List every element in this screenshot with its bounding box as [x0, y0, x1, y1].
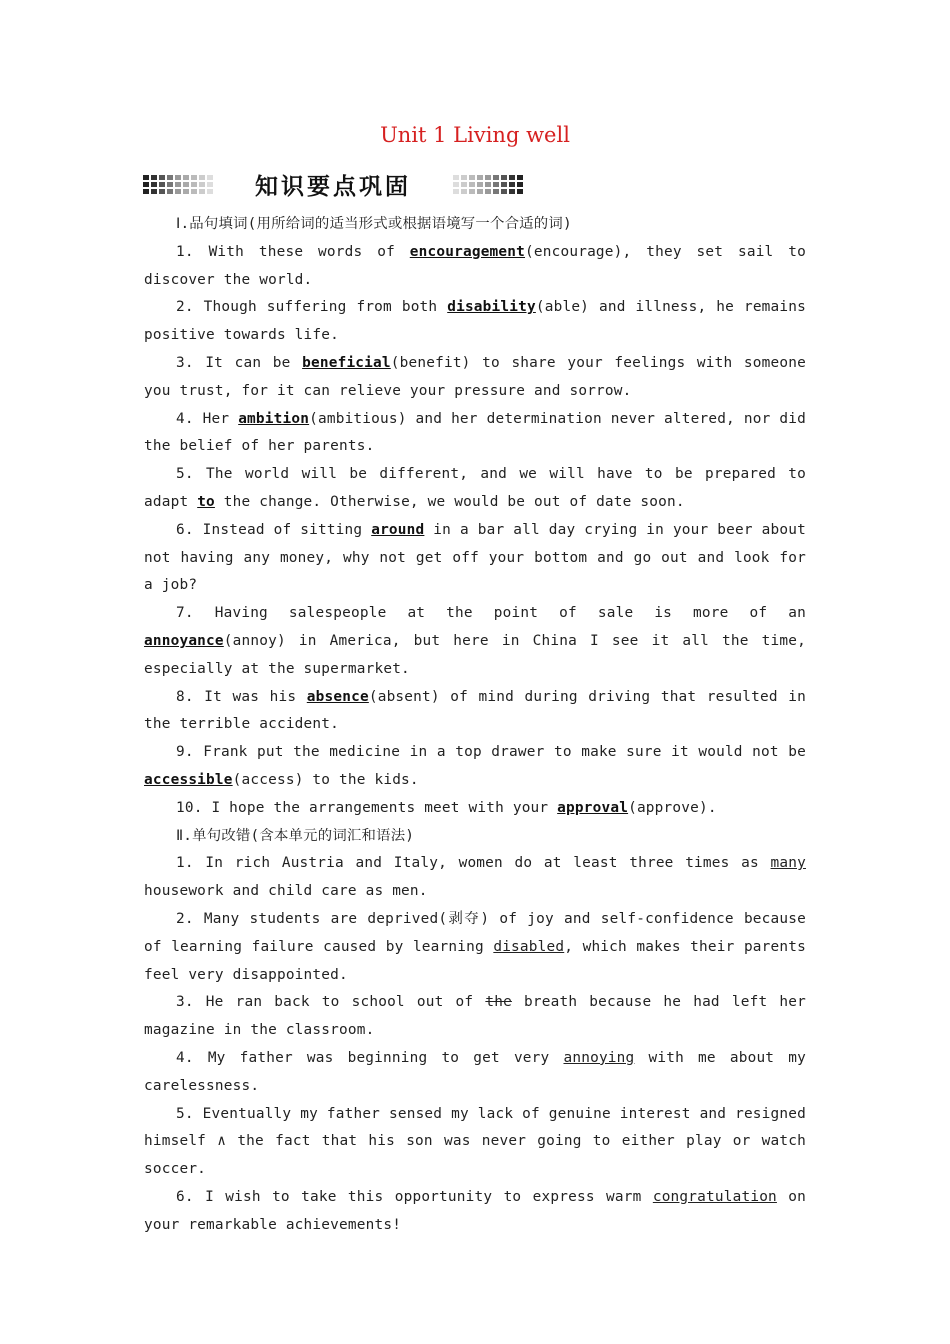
item-text-before: 2. Many students are deprived(剥夺) of joy and self-confidence because of learning failure caused by learning: [144, 910, 806, 955]
fill-in-item: [144, 406, 806, 462]
error-mark: many: [770, 855, 806, 872]
answer-word: beneficial: [302, 354, 391, 371]
answer-word: accessible: [144, 771, 233, 788]
exercise-content: [144, 211, 806, 1239]
banner-title: 知识要点巩固: [255, 173, 411, 200]
item-text-before: 6. I wish to take this opportunity to express warm: [176, 1188, 653, 1205]
answer-word: around: [371, 521, 425, 538]
item-text-before: 2. Though suffering from both: [176, 299, 448, 316]
error-mark: the: [485, 994, 512, 1011]
correction-item: [144, 989, 806, 1045]
item-text-before: 8. It was his: [176, 688, 307, 705]
fill-in-item: [144, 461, 806, 517]
fill-in-item: [144, 600, 806, 683]
fill-in-item: [144, 294, 806, 350]
item-text-before: 10. I hope the arrangements meet with your: [176, 799, 558, 816]
item-text-after: housework and child care as men.: [144, 883, 428, 900]
item-text-before: 3. It can be: [176, 354, 303, 371]
item-text-after: (ambitious) and her determination never altered, nor did the belief of her parents.: [144, 410, 806, 455]
item-text-before: 1. With these words of: [176, 243, 410, 260]
item-text-before: 4. My father was beginning to get very: [176, 1049, 564, 1066]
item-text-before: 5. The world will be different, and we will have to be prepared to adapt: [144, 466, 806, 510]
answer-word: to: [197, 493, 215, 510]
fill-in-item: [144, 684, 806, 740]
banner-dots-left: [143, 175, 213, 194]
item-text-after: (encourage), they set sail to discover the world.: [144, 243, 806, 288]
item-text-after: (annoy) in America, but here in China I see it all the time, especially at the supermarket.: [144, 632, 806, 677]
fill-in-item: [144, 517, 806, 600]
answer-word: approval: [557, 799, 629, 816]
answer-word: annoyance: [144, 632, 224, 649]
item-text-before: 1. In rich Austria and Italy, women do at least three times as: [176, 855, 771, 872]
correction-item: [144, 906, 806, 989]
section2-items: [144, 850, 806, 1239]
answer-word: absence: [306, 688, 369, 705]
fill-in-item: [144, 350, 806, 406]
item-text-after: the change. Otherwise, we would be out of date soon.: [214, 493, 685, 510]
item-text-before: 9. Frank put the medicine in a top drawer to make sure it would not be: [176, 744, 806, 761]
correction-item: [144, 1045, 806, 1101]
section1-heading: Ⅰ.品句填词(用所给词的适当形式或根据语境写一个合适的词): [176, 216, 572, 232]
correction-item: [144, 850, 806, 906]
item-text-after: with me about my carelessness.: [144, 1049, 806, 1094]
item-text-after: on your remarkable achievements!: [144, 1188, 807, 1233]
item-text-after: (access) to the kids.: [232, 771, 419, 788]
section1-items: [144, 239, 806, 823]
error-mark: annoying: [563, 1049, 635, 1066]
error-mark: disabled: [493, 938, 565, 955]
item-text-after: the fact that his son was never going to either play or watch soccer.: [144, 1133, 806, 1178]
item-text-after: (able) and illness, he remains positive towards life.: [144, 299, 807, 344]
item-text-after: (absent) of mind during driving that resulted in the terrible accident.: [144, 688, 806, 733]
item-text-after: breath because he had left her magazine in the classroom.: [144, 994, 806, 1039]
item-text-before: 7. Having salespeople at the point of sale is more of an: [176, 605, 806, 622]
section2-heading: Ⅱ.单句改错(含本单元的词汇和语法): [176, 827, 415, 844]
item-text-after: in a bar all day crying in your beer about not having any money, why not get off your bottom and go out and look for a job?: [144, 521, 806, 594]
error-mark: ∧: [217, 1133, 227, 1150]
fill-in-item: [144, 739, 806, 795]
answer-word: disability: [447, 299, 536, 316]
banner-dots-right: [453, 175, 523, 194]
item-text-before: 5. Eventually my father sensed my lack of genuine interest and resigned himself: [144, 1105, 806, 1150]
correction-item: [144, 1101, 806, 1184]
item-text-before: 6. Instead of sitting: [176, 521, 372, 538]
fill-in-item: [144, 795, 806, 823]
correction-item: [144, 1184, 806, 1240]
item-text-after: (approve).: [628, 799, 717, 816]
item-text-before: 4. Her: [176, 410, 239, 427]
section-banner: [143, 167, 523, 201]
fill-in-item: [144, 239, 806, 295]
page-title: Unit 1 Living well: [380, 123, 570, 147]
answer-word: ambition: [238, 410, 310, 427]
error-mark: congratulation: [652, 1188, 777, 1205]
answer-word: encouragement: [409, 243, 526, 260]
item-text-before: 3. He ran back to school out of: [176, 994, 486, 1011]
item-text-after: (benefit) to share your feelings with someone you trust, for it can relieve your pressure and sorrow.: [144, 354, 806, 399]
item-text-after: , which makes their parents feel very disappointed.: [144, 938, 806, 983]
